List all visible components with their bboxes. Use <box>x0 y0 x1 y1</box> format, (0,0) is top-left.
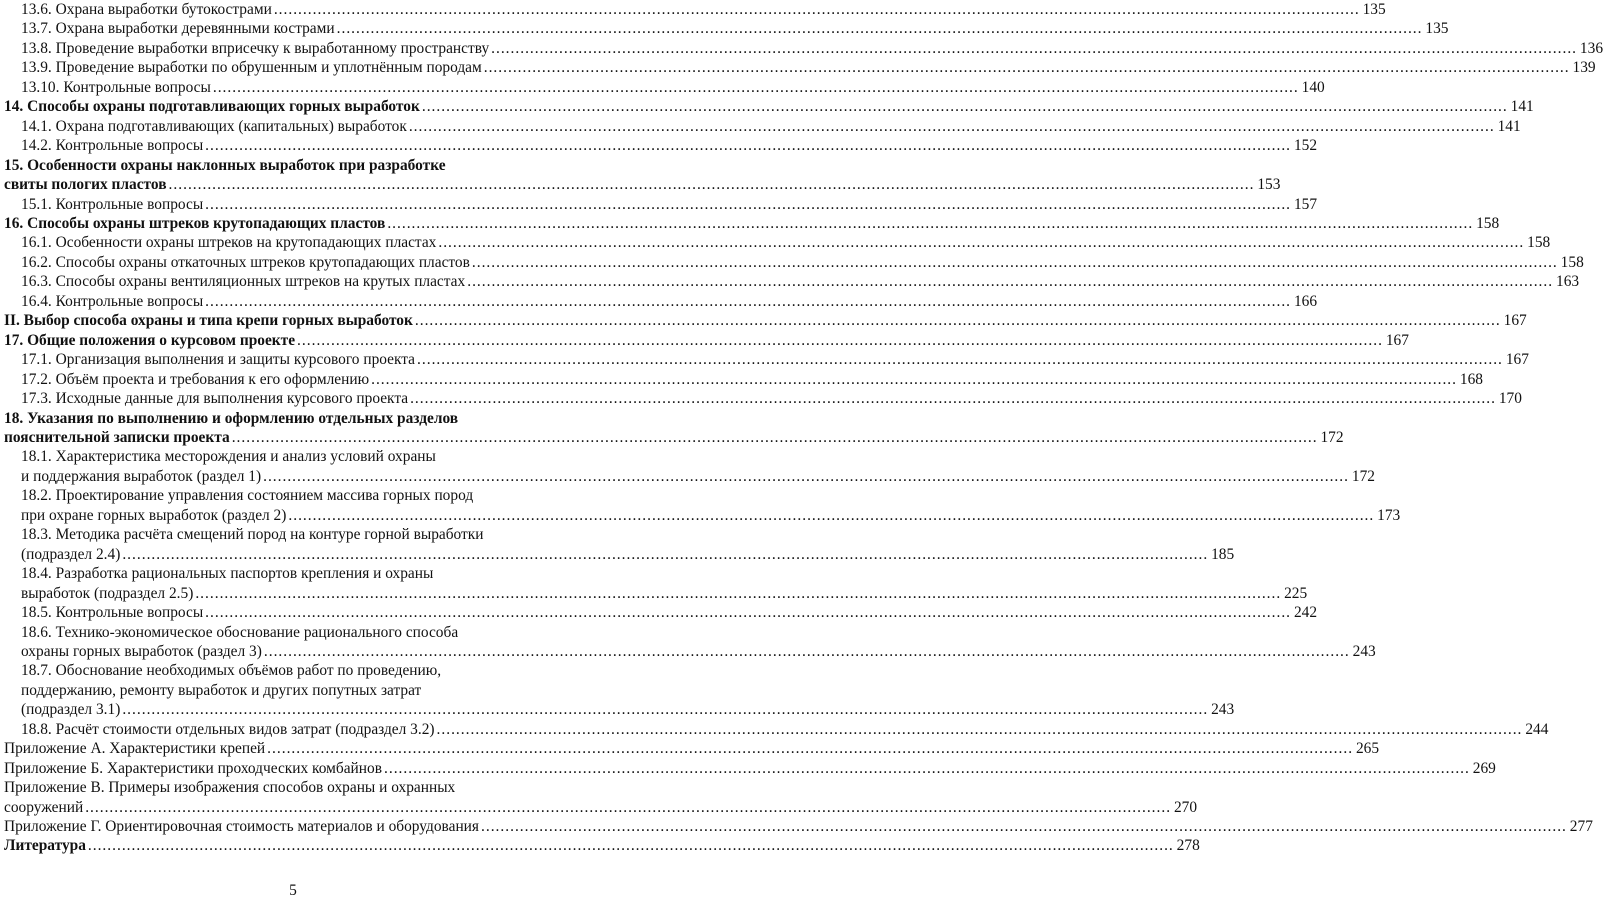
toc-entry-title: 17.3. Исходные данные для выполнения курсового проекта <box>21 390 409 408</box>
dot-leader <box>410 389 1496 408</box>
toc-entry-line <box>4 545 1235 564</box>
dot-leader <box>88 836 1174 855</box>
toc-entry-line <box>4 195 1318 214</box>
dot-leader <box>467 272 1553 291</box>
toc-page-number: 172 <box>1320 428 1344 446</box>
toc-entry <box>4 623 1376 662</box>
toc-entry-title: 18. Указания по выполнению и оформлению отдельных разделов <box>4 409 459 427</box>
toc-entry-line <box>4 272 1580 291</box>
dot-leader <box>384 759 1470 778</box>
toc-entry-title: 18.6. Технико-экономическое обоснование рационального способа <box>21 623 459 641</box>
toc-entry-line <box>4 836 1200 855</box>
toc-entry-line <box>4 389 1522 408</box>
toc-entry-line <box>4 817 1593 836</box>
toc-page-number: 225 <box>1284 584 1308 602</box>
toc-entry-line <box>4 739 1380 758</box>
toc-entry-line <box>4 506 1401 525</box>
toc-page-number: 270 <box>1173 798 1198 816</box>
dot-leader <box>122 700 1208 719</box>
toc-entry-title: 15. Особенности охраны наклонных выработок при разработке <box>4 156 446 174</box>
toc-entry <box>4 253 1584 272</box>
toc-entry-title: II. Выбор способа охраны и типа крепи горных выработок <box>4 312 413 330</box>
dot-leader <box>205 603 1291 622</box>
toc-entry-title: сооружений <box>4 798 84 816</box>
dot-leader <box>491 39 1577 58</box>
toc-page-number: 158 <box>1560 253 1584 271</box>
dot-leader <box>205 292 1291 311</box>
toc-entry-line <box>4 525 582 544</box>
toc-entry-line <box>4 428 1344 447</box>
toc-page-number: 167 <box>1503 312 1527 330</box>
toc-page-number: 269 <box>1472 759 1496 777</box>
toc-entry-title: 16.1. Особенности охраны штреков на крутопадающих пластах <box>21 234 437 252</box>
toc-page-number: 173 <box>1377 506 1401 524</box>
dot-leader <box>122 545 1208 564</box>
toc-entry <box>4 156 1281 195</box>
toc-page-number: 153 <box>1257 176 1281 194</box>
dot-leader <box>297 331 1383 350</box>
dot-leader <box>472 253 1558 272</box>
toc-entry-line <box>4 778 582 797</box>
toc-page-number: 157 <box>1293 195 1318 213</box>
toc-entry <box>4 836 1200 855</box>
toc-entry-line <box>4 642 1376 661</box>
toc-entry <box>4 292 1318 311</box>
toc-page-number: 278 <box>1176 837 1200 855</box>
toc-entry-title: 18.4. Разработка рациональных паспортов крепления и охраны <box>21 565 434 583</box>
toc-entry-line <box>4 156 582 175</box>
toc-entry-line <box>4 331 1409 350</box>
toc-entry <box>4 136 1318 155</box>
toc-entry-title: 18.1. Характеристика месторождения и анализ условий охраны <box>21 448 436 466</box>
toc-page-number: 185 <box>1211 545 1235 563</box>
dot-leader <box>205 195 1291 214</box>
toc-entry-line <box>4 0 1386 19</box>
toc-page-number: 141 <box>1497 117 1521 135</box>
toc-entry-title: 17.2. Объём проекта и требования к его оформлению <box>21 370 370 388</box>
toc-page-number: 141 <box>1510 98 1534 116</box>
toc-entry-title: свиты пологих пластов <box>4 176 167 194</box>
dot-leader <box>337 19 1423 38</box>
toc-entry-title: Приложение Г. Ориентировочная стоимость материалов и оборудования <box>4 818 480 836</box>
dot-leader <box>409 117 1495 136</box>
toc-entry-line <box>4 78 1325 97</box>
toc-entry <box>4 661 1235 719</box>
toc-entry-title: выработок (подраздел 2.5) <box>21 584 194 602</box>
page-number: 5 <box>289 882 297 899</box>
toc-entry-line <box>4 564 582 583</box>
toc-entry <box>4 350 1529 369</box>
toc-entry-title: 16. Способы охраны штреков крутопадающих пластов <box>4 214 386 232</box>
toc-entry-line <box>4 39 1603 58</box>
toc-entry-title: пояснительной записки проекта <box>4 428 230 446</box>
toc-entry <box>4 603 1318 622</box>
toc-page-number: 172 <box>1351 467 1375 485</box>
toc-entry <box>4 525 1235 564</box>
toc-entry <box>4 720 1549 739</box>
toc-entry-title: 17.1. Организация выполнения и защиты курсового проекта <box>21 351 416 369</box>
toc-entry-title: 18.2. Проектирование управления состоянием массива горных пород <box>21 487 474 505</box>
toc-entry <box>4 447 1375 486</box>
dot-leader <box>484 58 1570 77</box>
toc-page-number: 168 <box>1459 370 1483 388</box>
toc-entry-line <box>4 175 1281 194</box>
dot-leader <box>437 720 1523 739</box>
toc-entry <box>4 311 1527 330</box>
toc-entry-line <box>4 447 582 466</box>
toc-entry-title: 18.8. Расчёт стоимости отдельных видов затрат (подраздел 3.2) <box>21 720 435 738</box>
toc-page-number: 244 <box>1525 720 1549 738</box>
dot-leader <box>85 798 1171 817</box>
toc-entry-line <box>4 759 1496 778</box>
toc-entry-line <box>4 117 1521 136</box>
toc-page-number: 135 <box>1362 1 1386 18</box>
dot-leader <box>169 175 1255 194</box>
toc-entry-title: 13.6. Охрана выработки бутокострами <box>21 1 272 18</box>
dot-leader <box>274 0 1360 19</box>
dot-leader <box>263 467 1349 486</box>
toc-entry-title: 13.8. Проведение выработки вприсечку к выработанному пространству <box>21 39 490 57</box>
toc-entry-line <box>4 58 1596 77</box>
dot-leader <box>417 350 1503 369</box>
toc-entry-line <box>4 700 1235 719</box>
toc-entry-line <box>4 603 1318 622</box>
toc-entry-title: 14.2. Контрольные вопросы <box>21 137 204 155</box>
dot-leader <box>387 214 1473 233</box>
toc-entry-line <box>4 350 1529 369</box>
toc-entry-line <box>4 136 1318 155</box>
toc-page-number: 167 <box>1385 331 1409 349</box>
toc-entry-line <box>4 97 1534 116</box>
toc-page-number: 277 <box>1569 818 1593 836</box>
toc-entry-line <box>4 253 1584 272</box>
toc-page-number: 152 <box>1293 137 1318 155</box>
toc-entry <box>4 0 1386 19</box>
toc-entry <box>4 409 1344 448</box>
toc-entry <box>4 331 1409 350</box>
dot-leader <box>232 428 1318 447</box>
toc-entry <box>4 389 1522 408</box>
toc-entry-title: Приложение Б. Характеристики проходческих комбайнов <box>4 759 382 777</box>
toc-page-number: 243 <box>1211 701 1235 719</box>
toc-entry-line <box>4 623 582 642</box>
toc-page-number: 158 <box>1527 234 1551 252</box>
toc-entry-line <box>4 681 582 700</box>
toc-entry <box>4 739 1380 758</box>
toc-entry-title: 16.2. Способы охраны откаточных штреков крутопадающих пластов <box>21 253 470 271</box>
toc-entry <box>4 486 1401 525</box>
toc-entry <box>4 778 1198 817</box>
toc-page-number: 167 <box>1505 351 1529 369</box>
toc-page-number: 158 <box>1476 214 1500 232</box>
toc-entry-line <box>4 311 1527 330</box>
toc-page-number: 243 <box>1352 642 1376 660</box>
toc-entry-title: 16.3. Способы охраны вентиляционных штреков на крутых пластах <box>21 273 466 291</box>
toc-entry-title: охраны горных выработок (раздел 3) <box>21 642 262 660</box>
toc-entry-line <box>4 661 582 680</box>
toc-entry-title: 16.4. Контрольные вопросы <box>21 292 204 310</box>
toc-page-number: 265 <box>1355 740 1380 758</box>
dot-leader <box>481 817 1567 836</box>
toc-page-number: 135 <box>1425 20 1449 38</box>
toc-entry-title: 13.7. Охрана выработки деревянными кострами <box>21 20 335 38</box>
dot-leader <box>264 642 1350 661</box>
toc-entry <box>4 39 1603 58</box>
toc-entry-title: 14. Способы охраны подготавливающих горных выработок <box>4 98 420 116</box>
toc-entry-title: при охране горных выработок (раздел 2) <box>21 506 287 524</box>
toc-entry-title: Приложение А. Характеристики крепей <box>4 740 266 758</box>
toc-entry-line <box>4 292 1318 311</box>
toc-entry-title: 17. Общие положения о курсовом проекте <box>4 331 296 349</box>
toc-entry-title: Приложение В. Примеры изображения способов охраны и охранных <box>4 779 456 797</box>
dot-leader <box>288 506 1374 525</box>
dot-leader <box>438 233 1524 252</box>
dot-leader <box>371 370 1457 389</box>
toc-entry <box>4 78 1325 97</box>
toc-entry-line <box>4 798 1198 817</box>
toc-entry-title: поддержанию, ремонту выработок и других попутных затрат <box>21 681 422 699</box>
toc-entry-line <box>4 214 1500 233</box>
toc-entry-title: Литература <box>4 837 86 855</box>
toc-entry <box>4 58 1596 77</box>
toc-entry-title: 13.9. Проведение выработки по обрушенным и уплотнённым породам <box>21 59 482 77</box>
toc-entry <box>4 195 1318 214</box>
dot-leader <box>205 136 1291 155</box>
toc-entry-line <box>4 584 1308 603</box>
toc-page-number: 163 <box>1556 273 1580 291</box>
toc-entry <box>4 214 1500 233</box>
dot-leader <box>415 311 1501 330</box>
toc-entry-title: (подраздел 2.4) <box>21 545 121 563</box>
table-of-contents <box>4 0 1603 856</box>
toc-entry <box>4 117 1521 136</box>
toc-entry <box>4 370 1483 389</box>
dot-leader <box>267 739 1353 758</box>
toc-entry-title: 13.10. Контрольные вопросы <box>21 78 211 96</box>
toc-entry-line <box>4 370 1483 389</box>
toc-entry <box>4 759 1496 778</box>
toc-entry <box>4 564 1308 603</box>
toc-entry-title: 18.5. Контрольные вопросы <box>21 604 204 622</box>
toc-page-number: 136 <box>1579 39 1603 57</box>
toc-entry-title: 14.1. Охрана подготавливающих (капитальных) выработок <box>21 117 407 135</box>
toc-entry-title: 18.7. Обоснование необходимых объёмов работ по проведению, <box>21 662 442 680</box>
dot-leader <box>195 584 1281 603</box>
toc-page-number: 166 <box>1293 292 1318 310</box>
toc-entry-title: 18.3. Методика расчёта смещений пород на контуре горной выработки <box>21 526 484 544</box>
toc-entry-title: 15.1. Контрольные вопросы <box>21 195 204 213</box>
dot-leader <box>422 97 1508 116</box>
toc-entry-line <box>4 720 1549 739</box>
toc-entry-line <box>4 486 582 505</box>
toc-page-number: 242 <box>1293 604 1318 622</box>
toc-entry <box>4 817 1593 836</box>
toc-entry-title: и поддержания выработок (раздел 1) <box>21 467 262 485</box>
toc-page-number: 140 <box>1301 78 1325 96</box>
toc-entry <box>4 97 1534 116</box>
toc-entry-line <box>4 233 1551 252</box>
toc-entry-line <box>4 467 1375 486</box>
toc-entry <box>4 272 1580 291</box>
toc-entry <box>4 19 1449 38</box>
toc-entry-line <box>4 409 582 428</box>
toc-entry-line <box>4 19 1449 38</box>
toc-page-number: 139 <box>1572 59 1596 77</box>
toc-page-number: 170 <box>1498 390 1522 408</box>
toc-entry <box>4 233 1551 252</box>
toc-entry-title: (подраздел 3.1) <box>21 701 121 719</box>
dot-leader <box>213 78 1299 97</box>
